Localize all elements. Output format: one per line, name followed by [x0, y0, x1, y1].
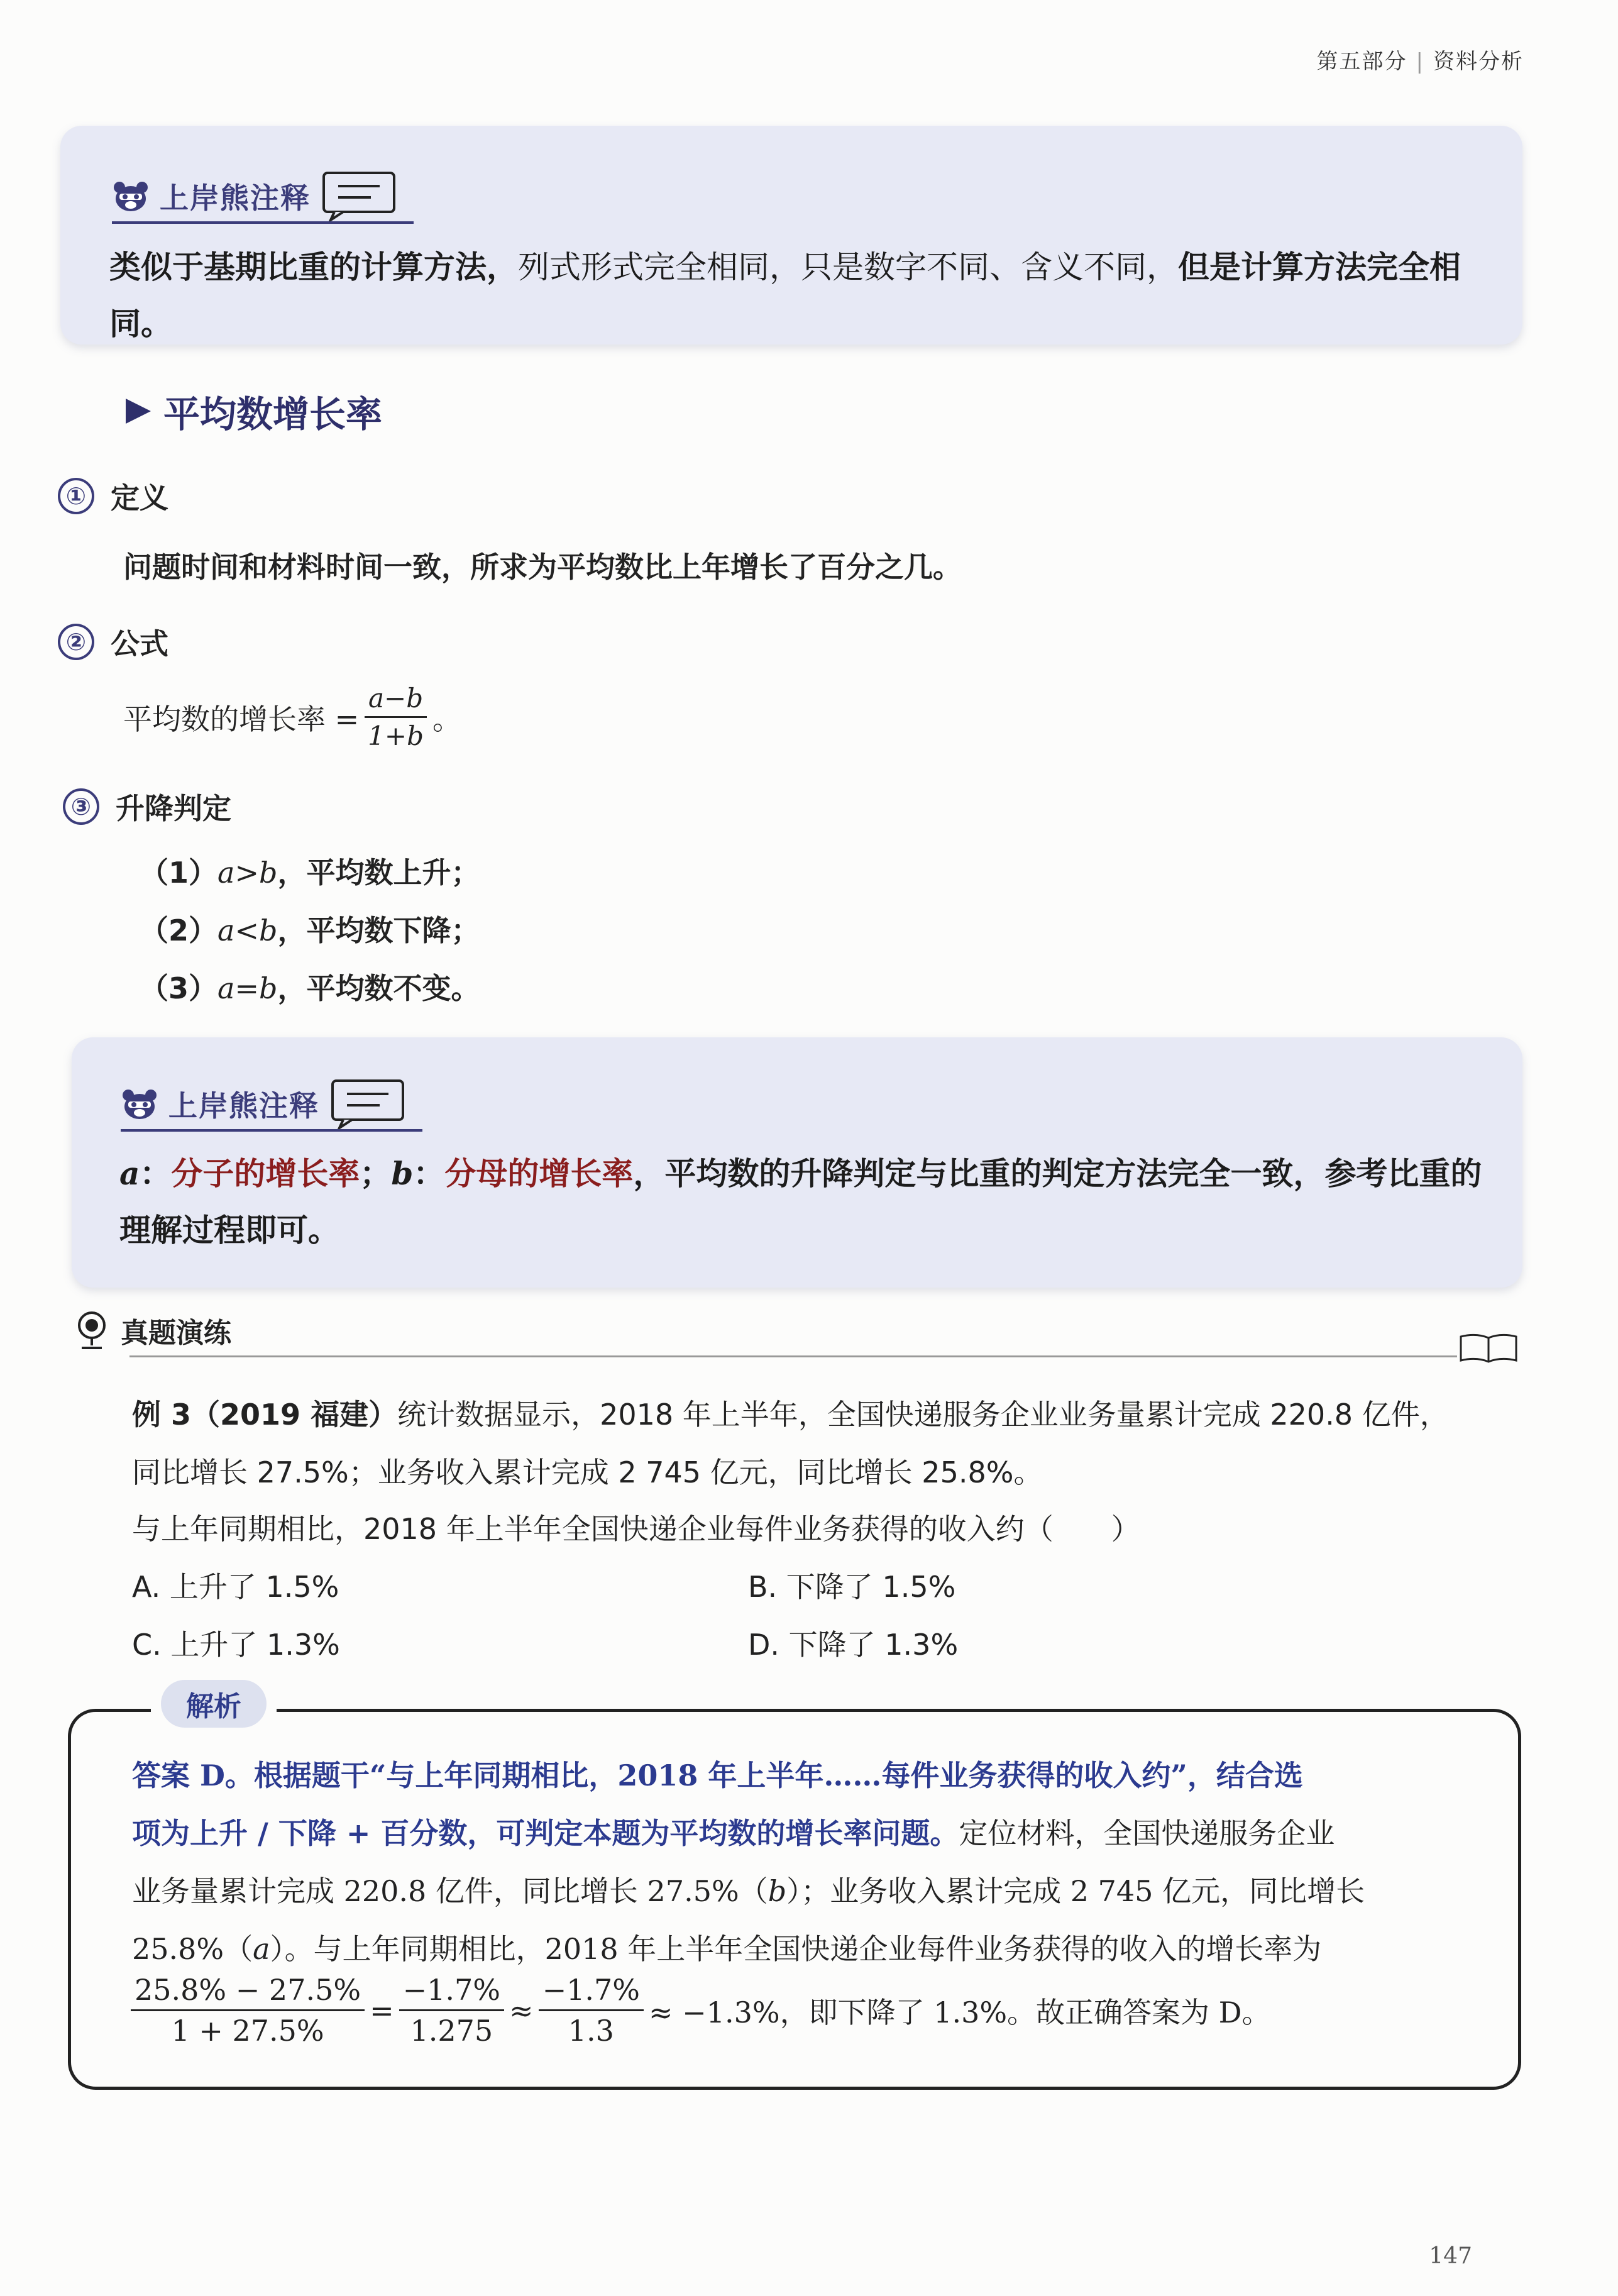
lamp-icon	[74, 1310, 109, 1350]
note-highlight-b: 分母的增长率	[444, 1156, 634, 1192]
judge-item-text: ，平均数上升；	[277, 856, 480, 890]
page-number: 147	[1429, 2243, 1472, 2269]
note-title-underline	[112, 221, 414, 224]
option-d[interactable]: D. 下降了 1.3%	[748, 1628, 959, 1662]
header-divider: |	[1416, 49, 1424, 74]
option-a[interactable]: A. 上升了 1.5%	[132, 1570, 339, 1604]
note-text	[119, 1145, 1485, 1259]
triangle-bullet-icon	[126, 399, 151, 424]
analysis-text: 25.8%（	[132, 1932, 253, 1966]
bear-mascot-icon	[112, 180, 150, 212]
judge-item-condition: a=b	[217, 971, 278, 1005]
analysis-label-text: 解析	[161, 1680, 267, 1728]
running-header	[1317, 44, 1524, 75]
circled-number-2: ②	[58, 624, 94, 660]
analysis-line-4	[132, 1926, 1321, 1968]
calc-numerator: −1.7%	[399, 1973, 504, 2011]
formula-fraction	[364, 683, 427, 751]
question-line-2: 同比增长 27.5%；业务收入累计完成 2 745 亿元，同比增长 25.8%。	[132, 1455, 1043, 1489]
calc-denominator: 1 + 27.5%	[171, 2014, 324, 2048]
formula-heading	[58, 621, 168, 663]
circled-number-1: ①	[58, 478, 94, 514]
analysis-line-1: 答案 D。根据题干“与上年同期相比，2018 年上半年……每件业务获得的收入约”，结合选	[132, 1758, 1303, 1792]
judge-item-index: （1）	[140, 856, 218, 890]
formula-numerator: a−b	[365, 683, 427, 718]
judge-item-condition: a>b	[217, 856, 278, 890]
note-text-seg-bold-2: 但是计算方法完全相同。	[109, 249, 1461, 342]
option-c[interactable]: C. 上升了 1.3%	[132, 1628, 340, 1662]
var-a: a	[253, 1932, 270, 1966]
question-label: 例 3（2019 福建）	[132, 1398, 398, 1432]
exam-divider	[129, 1355, 1457, 1357]
analysis-calculation	[126, 1973, 1271, 2048]
judge-item-text: ，平均数不变。	[277, 971, 480, 1005]
note-text-rest-2: 理解过程即可。	[119, 1212, 339, 1249]
var-b: b	[391, 1155, 414, 1192]
definition-text: 问题时间和材料时间一致，所求为平均数比上年增长了百分之几。	[123, 550, 962, 584]
bear-mascot-icon	[121, 1088, 158, 1120]
formula-lhs: 平均数的增长率 =	[123, 702, 360, 736]
note-text-seg-regular: 列式形式完全相同，只是数字不同、含义不同，	[518, 249, 1178, 285]
speech-bubble-icon	[322, 171, 396, 221]
calc-denominator: 1.3	[568, 2014, 614, 2048]
exam-practice-title: 真题演练	[121, 1317, 231, 1349]
var-a: a	[119, 1155, 140, 1192]
section-title-text: 平均数增长率	[163, 393, 383, 436]
question-line-3: 与上年同期相比，2018 年上半年全国快递企业每件业务获得的收入约（ ）	[132, 1512, 1140, 1546]
judge-item-index: （3）	[140, 971, 218, 1005]
judge-title: 升降判定	[116, 792, 231, 825]
circled-number-3: ③	[63, 788, 99, 825]
formula-end: 。	[432, 702, 461, 736]
analysis-label	[151, 1680, 277, 1728]
exam-practice-heading	[74, 1310, 231, 1350]
note-title: 上岸熊注释	[160, 181, 311, 215]
calc-fraction-3	[539, 1973, 644, 2048]
part-label: 第五部分	[1316, 49, 1407, 74]
analysis-text: 业务量累计完成 220.8 亿件，同比增长 27.5%（	[132, 1874, 768, 1908]
judge-item	[140, 966, 480, 1007]
speech-bubble-icon	[331, 1079, 405, 1129]
calc-numerator: 25.8% − 27.5%	[131, 1973, 365, 2011]
note-box-1	[60, 126, 1522, 345]
formula-denominator: 1+b	[368, 720, 424, 751]
analysis-text: ）。与上年同期相比，2018 年上半年全国快递企业每件业务获得的收入的增长率为	[270, 1932, 1322, 1966]
analysis-text: ）；业务收入累计完成 2 745 亿元，同比增长	[786, 1874, 1365, 1908]
calc-fraction-1	[131, 1973, 365, 2048]
var-b: b	[768, 1874, 787, 1908]
equals-sign: =	[370, 1993, 394, 2028]
calc-numerator: −1.7%	[539, 1973, 644, 2011]
analysis-highlight: 项为上升 / 下降 + 百分数，可判定本题为平均数的增长率问题。	[132, 1816, 959, 1850]
question-line-1	[132, 1392, 1449, 1433]
formula-line	[123, 683, 461, 751]
calc-denominator: 1.275	[410, 2014, 493, 2048]
judge-item-index: （2）	[140, 913, 218, 947]
note-title-underline	[121, 1129, 422, 1132]
note-text-seg-bold: 类似于基期比重的计算方法，	[109, 249, 518, 285]
note-text-rest: ，平均数的升降判定与比重的判定方法完全一致，参考比重的	[633, 1156, 1482, 1192]
colon: ：	[413, 1156, 445, 1192]
judge-heading	[63, 786, 231, 827]
calc-fraction-2	[399, 1973, 504, 2048]
analysis-line-2	[132, 1811, 1335, 1852]
note-text	[109, 239, 1485, 352]
colon: ：	[140, 1156, 172, 1192]
formula-title: 公式	[111, 627, 168, 661]
judge-item-condition: a<b	[217, 913, 278, 947]
definition-title: 定义	[111, 481, 168, 515]
judge-item	[140, 908, 480, 949]
calc-result: ≈ −1.3%，即下降了 1.3%。故正确答案为 D。	[649, 1995, 1271, 2029]
approx-sign: ≈	[509, 1993, 534, 2028]
semicolon: ；	[360, 1156, 392, 1192]
analysis-text: 定位材料，全国快递服务企业	[959, 1816, 1335, 1850]
analysis-line-3	[132, 1868, 1365, 1910]
open-book-icon	[1457, 1332, 1520, 1364]
note-highlight-a: 分子的增长率	[171, 1156, 360, 1192]
judge-item-text: ，平均数下降；	[277, 913, 480, 947]
judge-item	[140, 850, 480, 891]
note-box-2	[72, 1037, 1522, 1288]
question-text: 统计数据显示，2018 年上半年，全国快递服务企业业务量累计完成 220.8 亿件，	[397, 1398, 1449, 1432]
note-header	[121, 1079, 405, 1129]
definition-heading	[58, 475, 168, 517]
note-header	[112, 171, 396, 221]
option-b[interactable]: B. 下降了 1.5%	[748, 1570, 956, 1604]
section-title	[126, 385, 382, 438]
note-title: 上岸熊注释	[168, 1089, 319, 1123]
chapter-label: 资料分析	[1433, 49, 1524, 74]
